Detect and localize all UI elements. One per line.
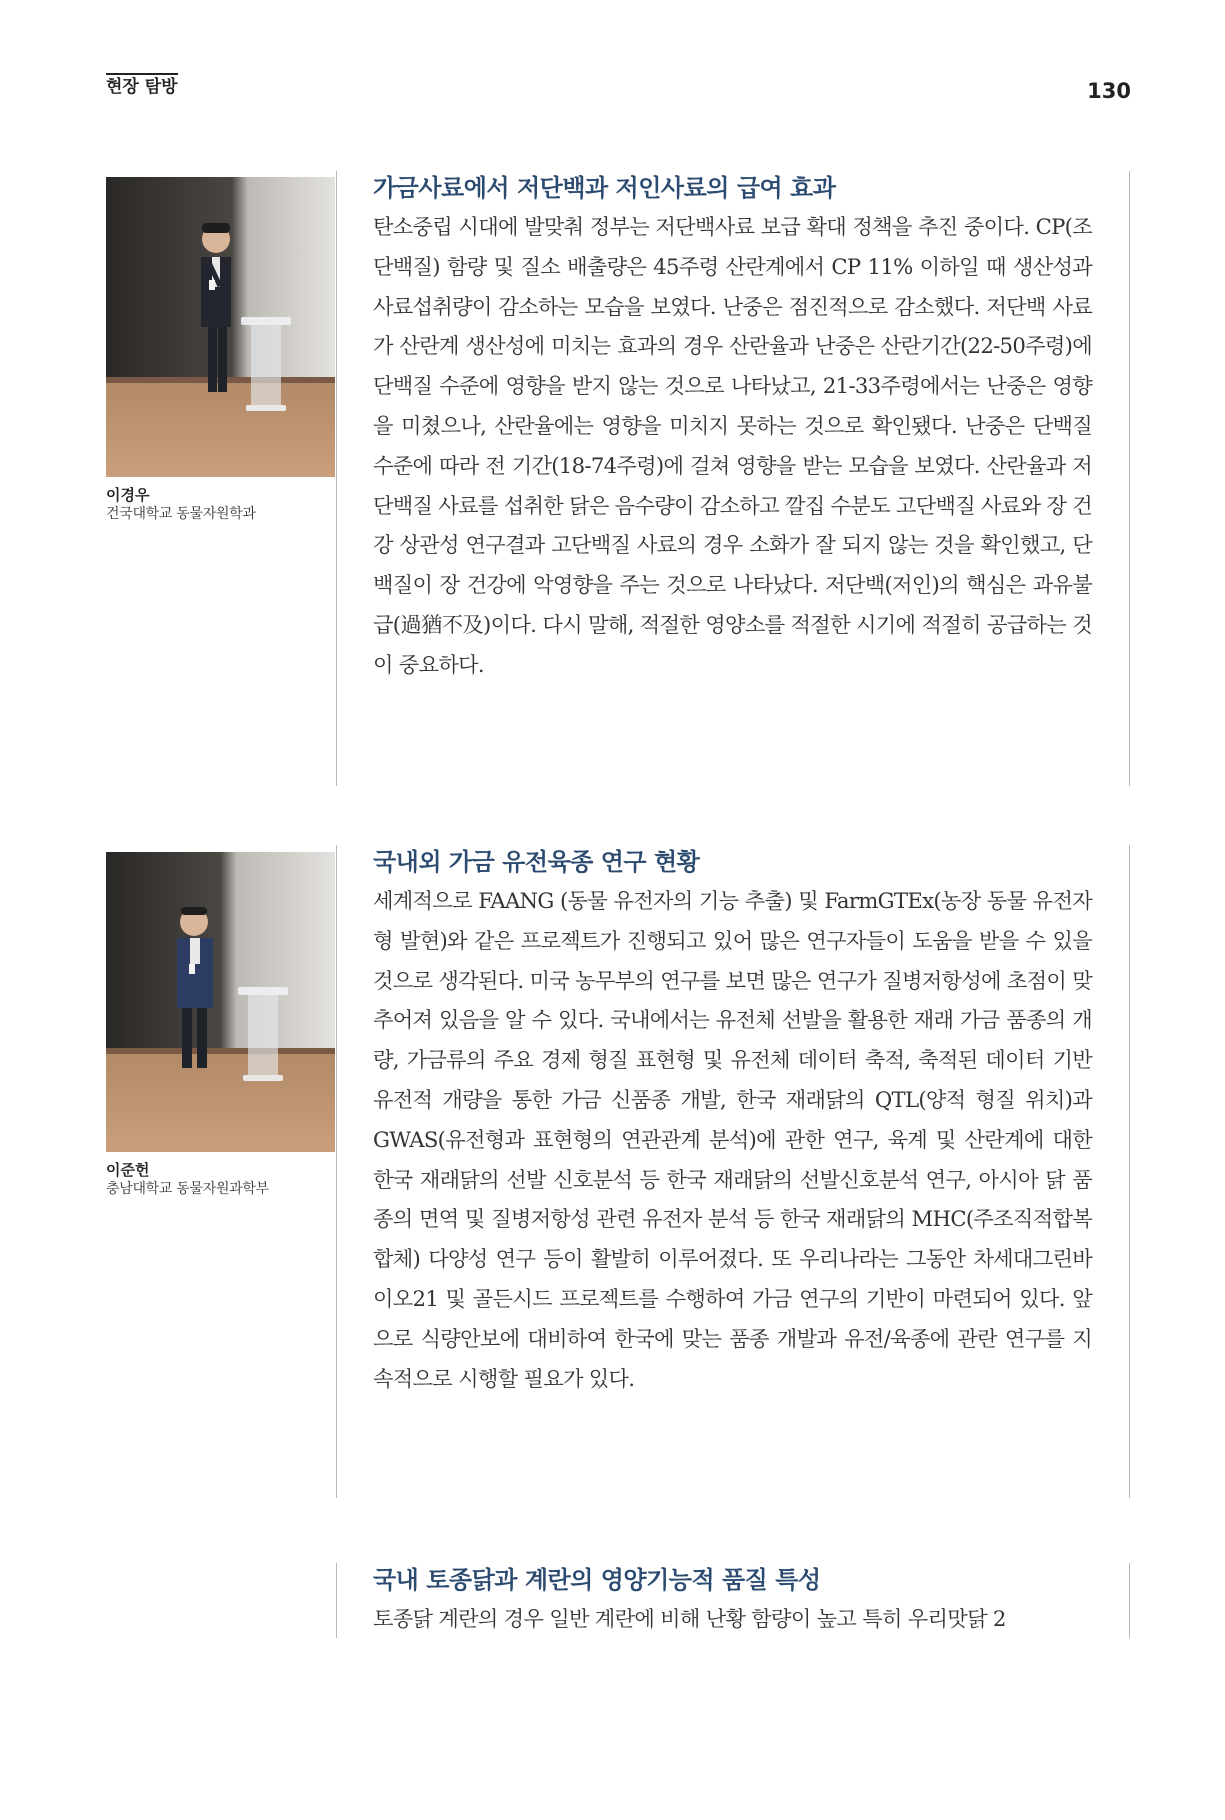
running-head: 현장 탐방 (106, 77, 178, 97)
speaker-name: 이경우 (106, 486, 150, 504)
speaker-photo (106, 177, 335, 477)
section-body: 탄소중립 시대에 발맞춰 정부는 저단백사료 보급 확대 정책을 추진 중이다. CP(조단백질) 함량 및 질소 배출량은 45주령 산란계에서 CP 11% 이하일 때 생산성과 사료섭취량이 감소하는 모습을 보였다. 난중은 점진적으로 감소했다. 저단백 사료가 산란계 생산성에 미치는 효과의 경우 산란율과 난중은 산란기간(22-50주령)에 단백질 수준에 영향을 받지 않는 것으로 나타났고, 21-33주령에서는 난중은 영향을 미쳤으나, 산란율에는 영향을 미치지 못하는 것으로 확인됐다. 난중은 단백질 수준에 따라 전 기간(18-74주령)에 걸쳐 영향을 받는 모습을 보였다. 산란율과 저단백질 사료를 섭취한 닭은 음수량이 감소하고 깔집 수분도 고단백질 사료와 장 건강 상관성 연구결과 고단백질 사료의 경우 소화가 잘 되지 않는 것을 확인했고, 단백질이 장 건강에 악영향을 주는 것으로 나타났다. 저단백(저인)의 핵심은 과유불급(過猶不及)이다. 다시 말해, 적절한 영양소를 적절한 시기에 적절히 공급하는 것이 중요하다. (373, 214, 1092, 677)
article-section (336, 1563, 1130, 1638)
speaker-photo (106, 852, 335, 1152)
speaker-card (106, 852, 335, 1199)
page-number: 130 (1087, 79, 1131, 103)
section-title: 국내 토종닭과 계란의 영양기능적 품질 특성 (373, 1566, 821, 1594)
speaker-name: 이준헌 (106, 1161, 150, 1179)
section-body: 세계적으로 FAANG (동물 유전자의 기능 추출) 및 FarmGTEx(농장 동물 유전자형 발현)와 같은 프로젝트가 진행되고 있어 많은 연구자들이 도움을 받을 수 있을 것으로 생각된다. 미국 농무부의 연구를 보면 많은 연구가 질병저항성에 초점이 맞추어져 있음을 알 수 있다. 국내에서는 유전체 선발을 활용한 재래 가금 품종의 개량, 가금류의 주요 경제 형질 표현형 및 유전체 데이터 축적, 축적된 데이터 기반 유전적 개량을 통한 가금 신품종 개발, 한국 재래닭의 QTL(양적 형질 위치)과 GWAS(유전형과 표현형의 연관관계 분석)에 관한 연구, 육계 및 산란계에 대한 한국 재래닭의 선발 신호분석 등 한국 재래닭의 선발신호분석 연구, 아시아 닭 품종의 면역 및 질병저항성 관련 유전자 분석 등 한국 재래닭의 MHC(주조직적합복합체) 다양성 연구 등이 활발히 이루어졌다. 또 우리나라는 그동안 차세대그린바이오21 및 골든시드 프로젝트를 수행하여 가금 연구의 기반이 마련되어 있다. 앞으로 식량안보에 대비하여 한국에 맞는 품종 개발과 유전/육종에 관란 연구를 지속적으로 시행할 필요가 있다. (373, 888, 1092, 1391)
speaker-affiliation: 건국대학교 동물자원학과 (106, 506, 256, 522)
speaker-affiliation: 충남대학교 동물자원과학부 (106, 1181, 269, 1197)
section-title: 국내외 가금 유전육종 연구 현황 (373, 848, 700, 876)
speaker-card (106, 177, 335, 524)
article-section (336, 171, 1130, 786)
section-title: 가금사료에서 저단백과 저인사료의 급여 효과 (373, 174, 836, 202)
article-section (336, 845, 1130, 1498)
section-body: 토종닭 계란의 경우 일반 계란에 비해 난황 함량이 높고 특히 우리맛닭 2 (373, 1606, 1006, 1631)
